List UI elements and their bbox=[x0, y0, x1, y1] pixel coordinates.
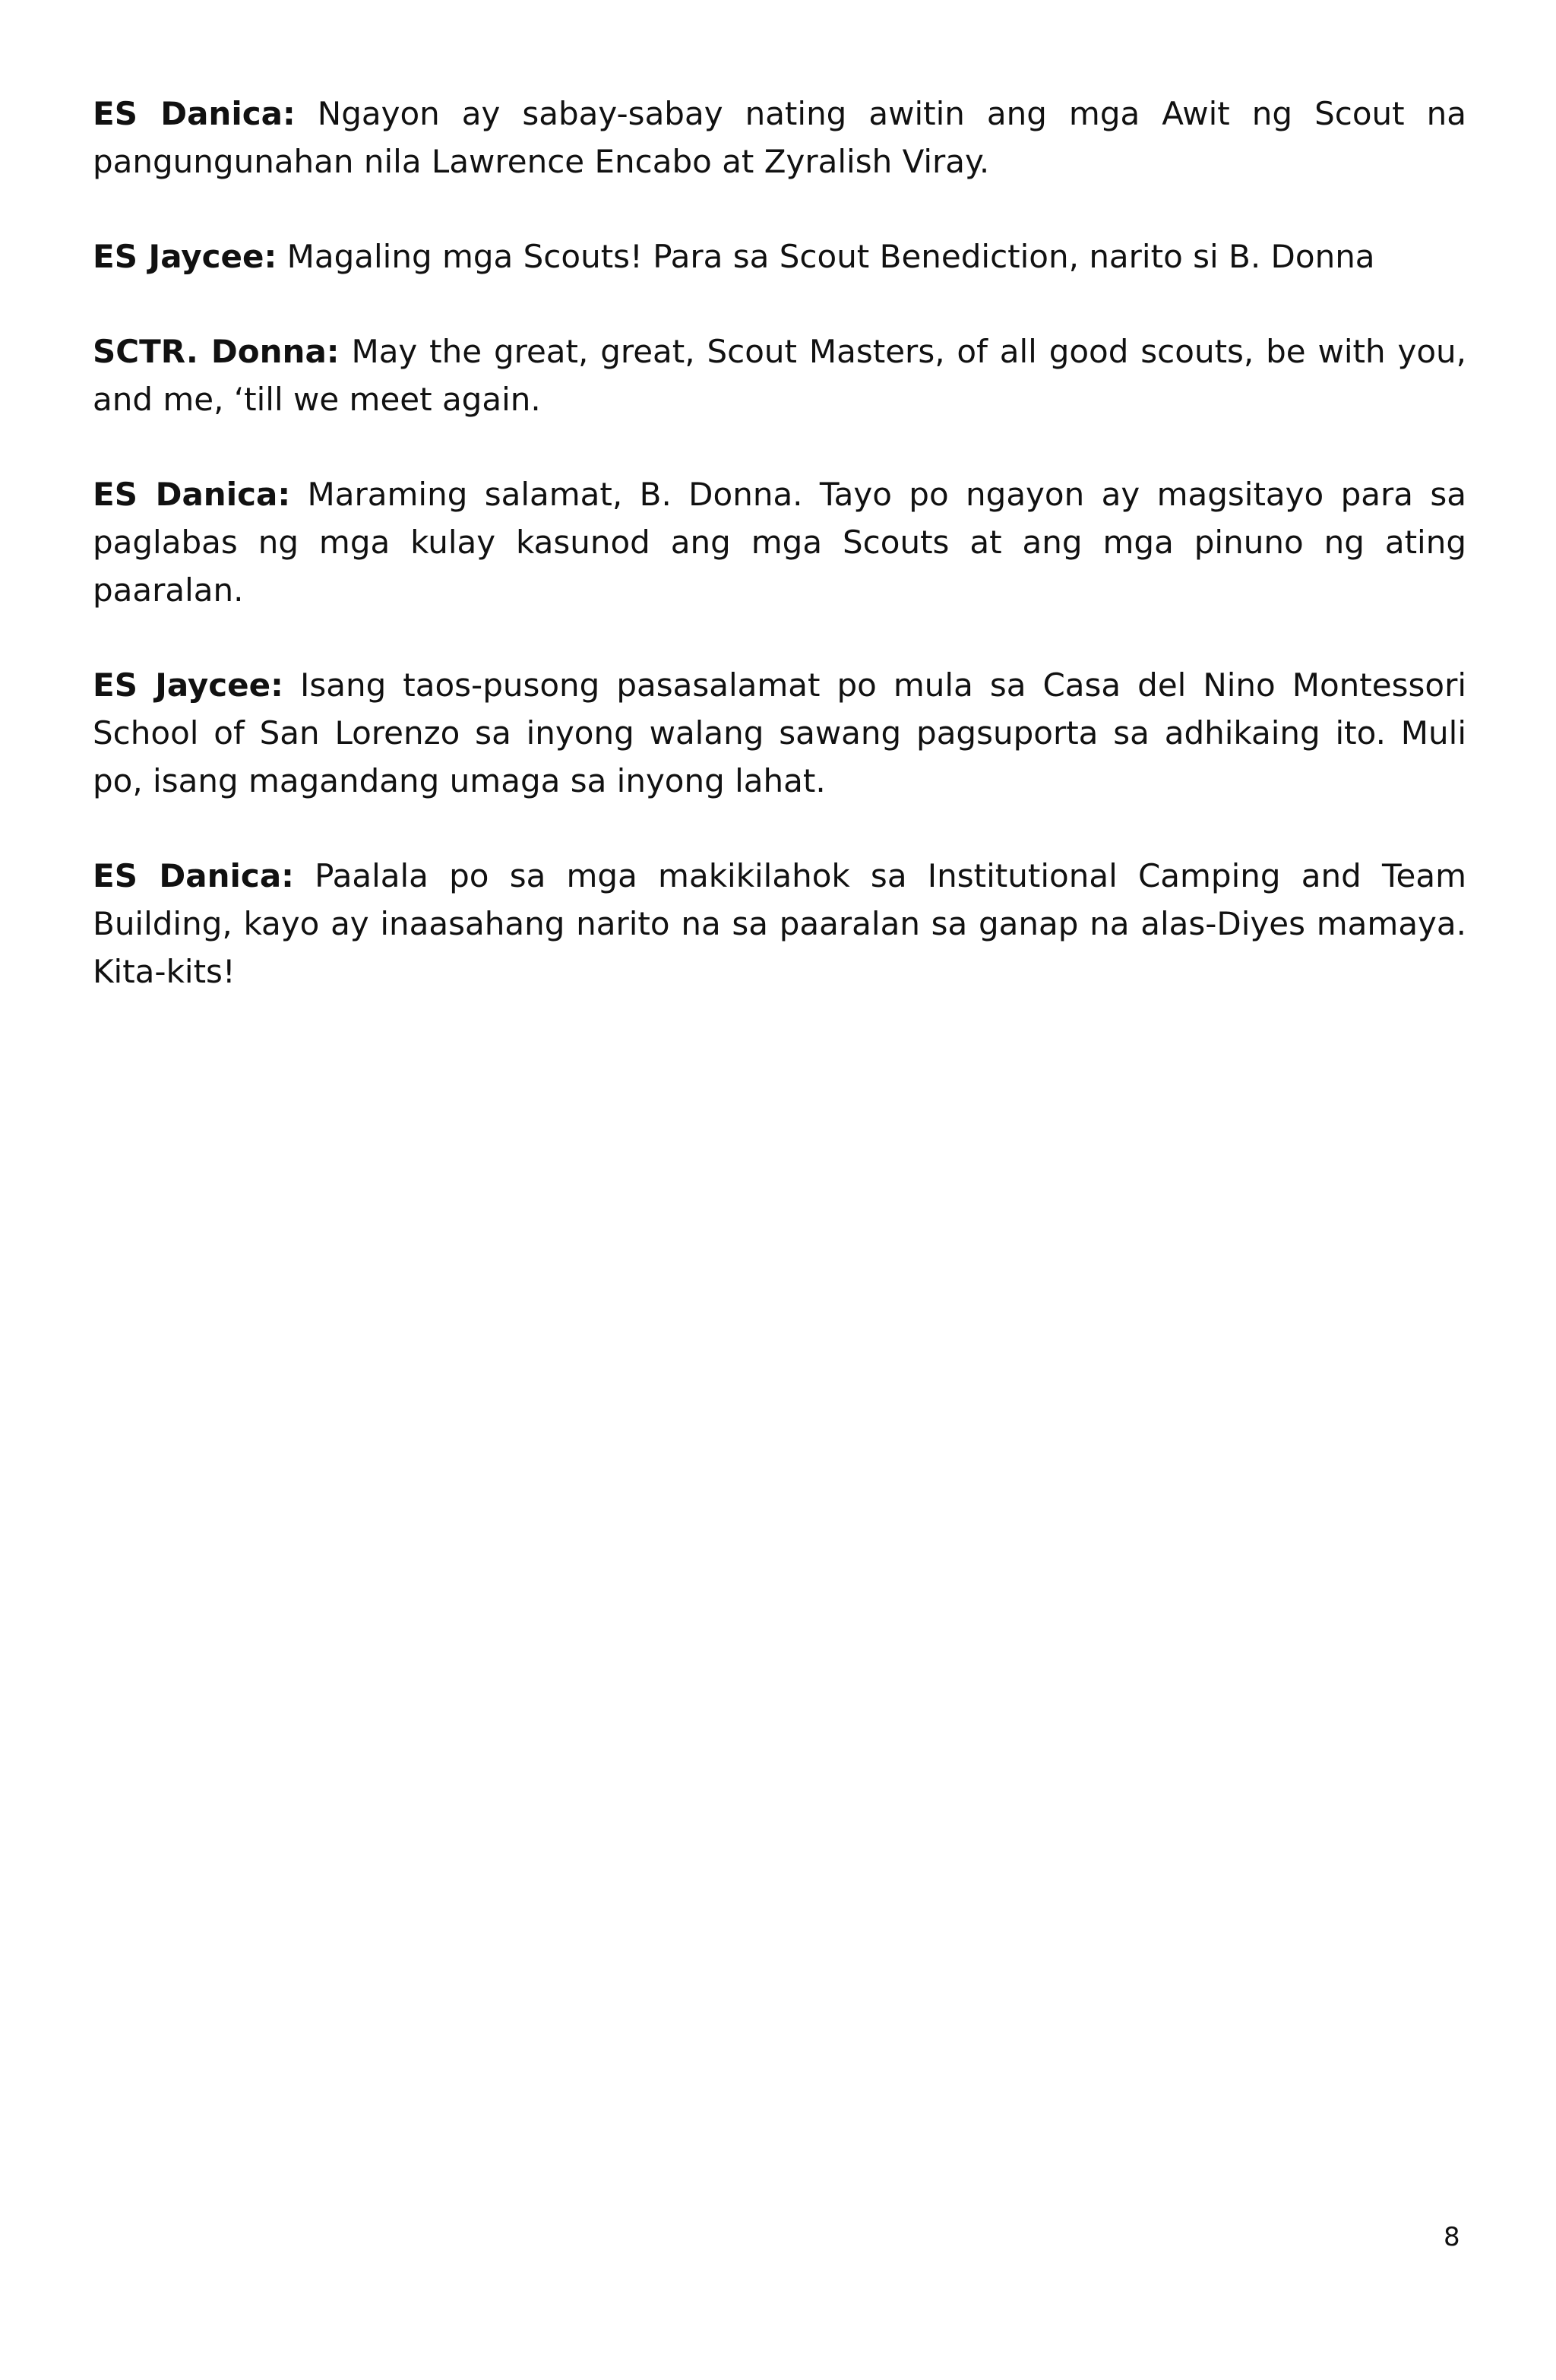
dialogue-paragraph bbox=[93, 661, 1466, 805]
dialogue-paragraph bbox=[93, 90, 1466, 185]
speaker-name: ES Danica: bbox=[93, 857, 294, 894]
speaker-name: ES Danica: bbox=[93, 95, 296, 132]
dialogue-paragraph bbox=[93, 233, 1466, 280]
dialogue-text: Maraming salamat, B. Donna. Tayo po ngayon ay magsitayo para sa paglabas ng mga kulay kasunod ang mga Scouts at ang mga pinuno ng ating paaralan. bbox=[93, 476, 1466, 609]
dialogue-paragraph bbox=[93, 470, 1466, 614]
document-body bbox=[93, 90, 1466, 1043]
speaker-name: SCTR. Donna: bbox=[93, 333, 340, 370]
dialogue-text: May the great, great, Scout Masters, of all good scouts, be with you, and me, ‘till we meet again. bbox=[93, 333, 1466, 418]
dialogue-paragraph bbox=[93, 852, 1466, 995]
dialogue-text: Ngayon ay sabay-sabay nating awitin ang mga Awit ng Scout na pangungunahan nila Lawrence Encabo at Zyralish Viray. bbox=[93, 95, 1466, 180]
dialogue-paragraph bbox=[93, 328, 1466, 423]
speaker-name: ES Danica: bbox=[93, 476, 291, 513]
speaker-name: ES Jaycee: bbox=[93, 666, 283, 704]
speaker-name: ES Jaycee: bbox=[93, 238, 277, 275]
dialogue-text: Paalala po sa mga makikilahok sa Institutional Camping and Team Building, kayo ay inaasahang narito na sa paaralan sa ganap na alas-Diyes mamaya. Kita-kits! bbox=[93, 857, 1466, 990]
dialogue-text: Isang taos-pusong pasasalamat po mula sa Casa del Nino Montessori School of San Lorenzo sa inyong walang sawang pagsuporta sa adhikaing ito. Muli po, isang magandang umaga sa inyong lahat. bbox=[93, 666, 1467, 799]
dialogue-text: Magaling mga Scouts! Para sa Scout Benediction, narito si B. Donna bbox=[277, 238, 1375, 275]
page-number: 8 bbox=[1444, 2222, 1460, 2252]
